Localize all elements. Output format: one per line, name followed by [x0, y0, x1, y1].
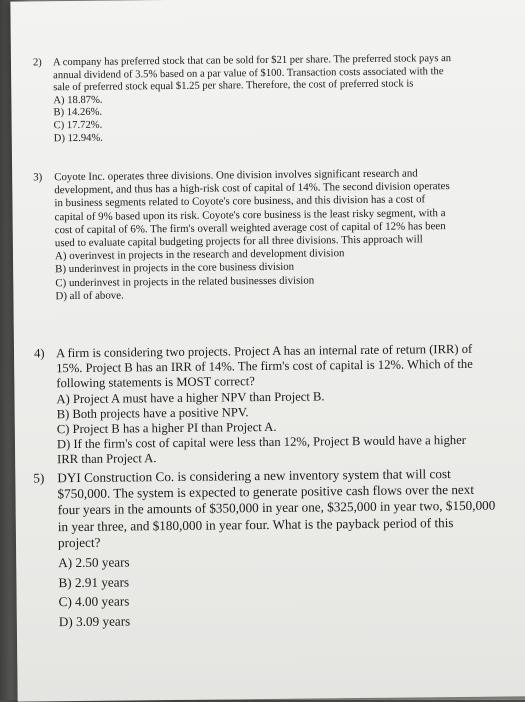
answer-option-a: A) 2.50 years — [58, 554, 130, 571]
question-5 — [33, 466, 499, 632]
answer-option-d: D) 3.09 years — [58, 612, 131, 629]
question-number: 5) — [33, 470, 45, 486]
answer-option-c: C) 17.72%. — [53, 119, 103, 132]
question-stem: Coyote Inc. operates three divisions. One division involves significant research and development, and thus has a high-risk cost of capital of 14%. The second division operates in business segments related to Coyote's core business, and this division has a cost of capital of 9% based upon its risk. Coyote's core business is the least risky segment, with a cost of capital of 6%. The firm's overall weighted average cost of capital of 12% has been used to evaluate capital budgeting projects for all three divisions. This approach will — [54, 167, 450, 250]
answer-option-c: C) Project B has a higher PI than Project A. — [56, 419, 277, 437]
answer-options — [53, 91, 454, 146]
answer-option-a: A) Project A must have a higher NPV than Project B. — [56, 388, 325, 406]
answer-option-c: C) 4.00 years — [58, 593, 130, 610]
answer-option-d: D) all of above. — [55, 289, 124, 303]
answer-option-b: B) Both projects have a positive NPV. — [56, 404, 249, 422]
answer-option-a: A) 18.87%. — [53, 94, 103, 106]
answer-option-b: B) 2.91 years — [58, 573, 130, 590]
question-3 — [33, 167, 455, 303]
question-2 — [32, 53, 454, 145]
paper-sheet — [10, 0, 525, 702]
answer-option-b: B) 14.26%. — [53, 107, 103, 119]
answer-options — [55, 246, 456, 303]
answer-option-d: D) 12.94%. — [53, 132, 103, 144]
question-stem: A company has preferred stock that can be sold for $21 per share. The preferred stock pays an annual dividend of 3.5% based on a par value of $100. Transaction costs associated with the sale of preferred stock equal $1.25 per share. Therefore, the cost of preferred stock is — [52, 53, 452, 94]
answer-option-d: D) If the firm's cost of capital were less than 12%, Project B would have a higher IRR than Project A. — [56, 433, 467, 467]
answer-options — [56, 387, 482, 467]
question-number: 2) — [32, 57, 42, 69]
question-stem: A firm is considering two projects. Project A has an internal rate of return (IRR) of 15%. Project B has an IRR of 14%. The firm's cost of capital is 12%. Which of the following statements is MOST correct? — [55, 341, 473, 391]
question-stem: DYI Construction Co. is considering a new inventory system that will cost $750,000. The system is expected to generate positive cash flows over the next four years in the amounts of $350,000 in year one, $325,000 in year two, $150,000 in year three, and $180,000 in year four. What is the payback period of this project? — [57, 466, 496, 550]
answer-option-b: B) underinvest in projects in the core business division — [55, 261, 295, 276]
question-number: 3) — [33, 171, 43, 184]
question-number: 4) — [33, 346, 45, 361]
question-4 — [33, 341, 482, 468]
answer-option-a: A) overinvest in projects in the research and development division — [54, 247, 345, 263]
answer-options — [58, 549, 499, 632]
answer-option-c: C) underinvest in projects in the related businesses division — [55, 274, 315, 289]
